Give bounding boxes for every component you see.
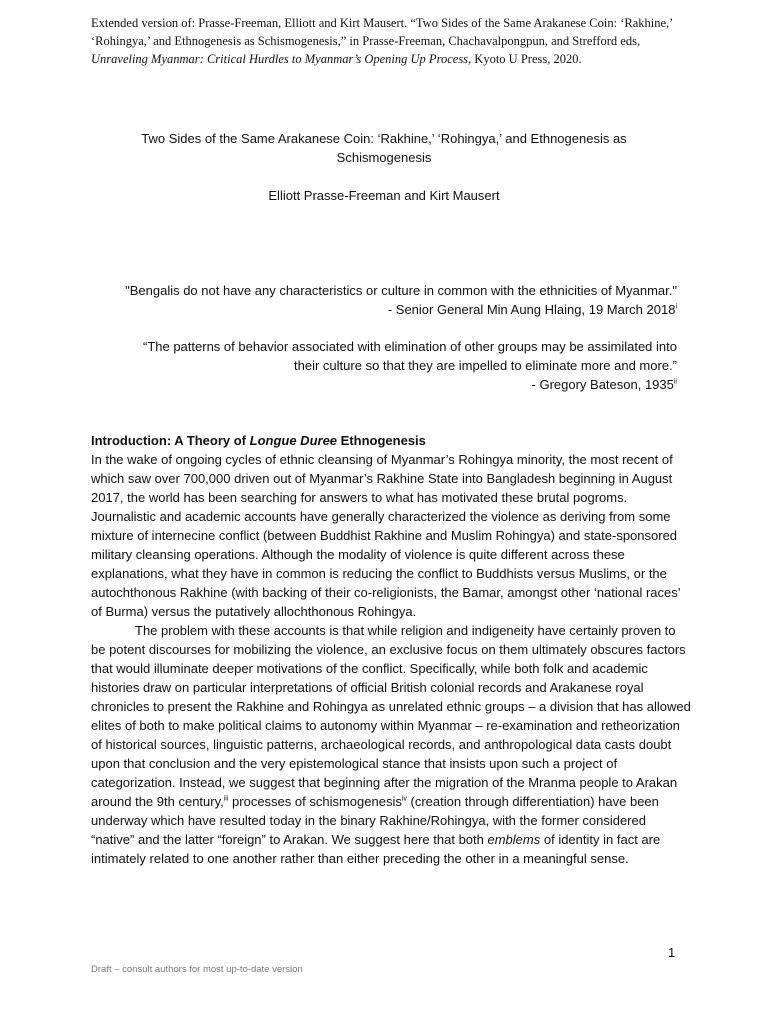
page-number: 1 <box>668 945 676 960</box>
paper-title-line-2: Schismogenesis <box>336 150 432 165</box>
citation-header <box>91 14 683 68</box>
section-heading-italic: Longue Duree <box>249 433 338 448</box>
paper-authors: Elliott Prasse-Freeman and Kirt Mausert <box>268 188 500 203</box>
endnote-ref-iv[interactable]: iv <box>401 795 407 803</box>
citation-prefix: Extended version of: Prasse-Freeman, Elliott and Kirt Mausert. “Two Sides of the Same Arakanese Coin: ‘Rakhine,’ ‘Rohingya,’ and Ethnogenesis as Schismogenesis,” in Prasse-Freeman, Chachavalpongpun, and Strefford eds, <box>91 16 673 48</box>
endnote-ref-ii[interactable]: ii <box>673 378 677 386</box>
draft-footer: Draft – consult authors for most up-to-date version <box>91 964 303 975</box>
epigraph-1-attribution: - Senior General Min Aung Hlaing, 19 March 2018$^i$ <box>387 302 677 317</box>
citation-book-title: Unraveling Myanmar: Critical Hurdles to Myanmar’s Opening Up Process <box>91 52 469 66</box>
epigraph-2-quote-line-2: their culture so that they are impelled to eliminate more and more.” <box>294 358 677 373</box>
paper-title <box>91 129 677 167</box>
emphasis-emblems: emblems <box>487 832 541 847</box>
epigraph-2-attribution: - Gregory Bateson, 1935$^{ii}$ <box>531 377 677 392</box>
endnote-ref-i[interactable]: i <box>675 303 677 311</box>
paper-title-line-1: Two Sides of the Same Arakanese Coin: ‘Rakhine,’ ‘Rohingya,’ and Ethnogenesis as <box>141 131 627 146</box>
epigraph-2 <box>77 337 677 394</box>
epigraph-1 <box>77 281 677 319</box>
citation-suffix: , Kyoto U Press, 2020. <box>468 52 582 66</box>
endnote-ref-iii[interactable]: iii <box>223 795 229 803</box>
introduction-section <box>91 431 691 868</box>
epigraph-2-quote-line-1: “The patterns of behavior associated with elimination of other groups may be assimilated into <box>142 339 677 354</box>
section-heading: Introduction: A Theory of Longue Duree Ethnogenesis <box>91 433 426 448</box>
paragraph-2: The problem with these accounts is that while religion and indigeneity have certainly proven to be potent discourses for mobilizing the violence, an exclusive focus on them ultimately obscures factors that would illuminate deeper motivations of the conflict. Specifically, while both folk and academic histories draw on particular interpretations of official British colonial records and Arakanese royal chronicles to present the Rakhine and Rohingya as unrelated ethnic groups – a division that has allowed elites of both to make political claims to autonomy within Myanmar – re-examination and retheorization of historical sources, linguistic patterns, archaeological records, and anthropological data casts doubt upon that conclusion and the very epistemological stance that insists upon such a project of categorization. Instead, we suggest that beginning after the migration of the Mranma people to Arakan around the 9th century,$^{iii}$ processes of schismogenesis$^{iv}$ (creation through differentiation) have been underway which have resulted today in the binary Rakhine/Rohingya, with the former considered “native” and the latter “foreign” to Arakan. We suggest here that both emblems of identity in fact are intimately related to one another rather than either preceding the other in a meaningful sense. <box>91 623 691 866</box>
epigraph-1-quote: "Bengalis do not have any characteristics or culture in common with the ethnicities of Myanmar." <box>125 283 677 298</box>
paragraph-1: In the wake of ongoing cycles of ethnic cleansing of Myanmar’s Rohingya minority, the most recent of which saw over 700,000 driven out of Myanmar’s Rakhine State into Bangladesh beginning in August 2017, the world has been searching for answers to what has motivated these brutal pogroms. Journalistic and academic accounts have generally characterized the violence as deriving from some mixture of internecine conflict (between Buddhist Rakhine and Muslim Rohingya) and state-sponsored military cleansing operations. Although the modality of violence is quite different across these explanations, what they have in common is reducing the conflict to Buddhists versus Muslims, or the autochthonous Rakhine (with backing of their co-religionists, the Bamar, amongst other ‘national races’ of Burma) versus the putatively allochthonous Rohingya. <box>91 452 681 619</box>
